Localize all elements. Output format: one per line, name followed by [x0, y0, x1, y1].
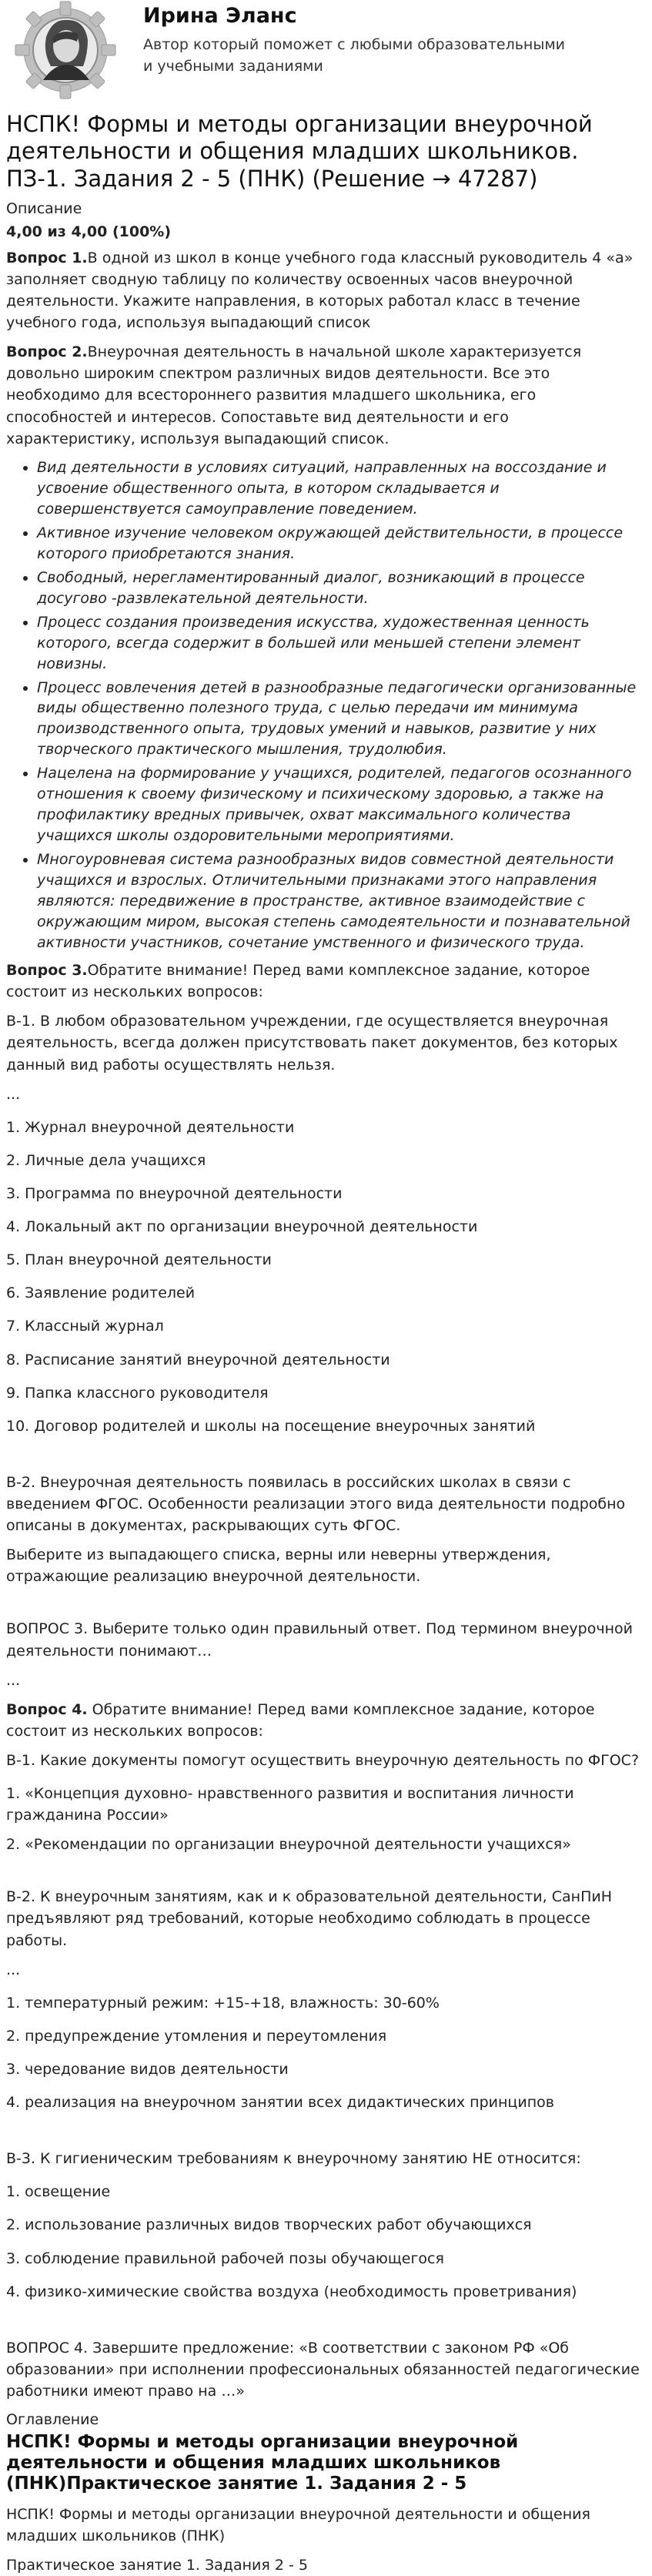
author-description: Автор который поможет с любыми образовательными и учебными заданиями: [143, 35, 566, 75]
list-item: 3. соблюдение правильной рабочей позы обучающегося: [6, 2249, 444, 2267]
ellipsis: ...: [6, 1961, 21, 1978]
spacer: [6, 1595, 641, 1618]
list-item: 4. физико-химические свойства воздуха (необходимость проветривания): [6, 2283, 577, 2300]
avatar-gear-icon: [8, 0, 123, 100]
list-item: 8. Расписание занятий внеурочной деятельности: [6, 1351, 390, 1368]
list-item: • Многоуровневая система разнообразных видов совместной деятельности учащихся и взрослых. Отличительными признаками этого направления являются: передвижение в пространстве, активное взаимодействие с окружающим миром, высокая степень самодеятельности и познавательной активности участников, сочетание умственного и физического труда.: [37, 849, 641, 953]
question-4-b3: В-3. К гигиеническим требованиям к внеурочному занятию НЕ относится:: [6, 2150, 581, 2168]
list-item: 6. Заявление родителей: [6, 1285, 196, 1302]
toc-title[interactable]: НСПК! Формы и методы организации внеурочной деятельности и общения младших школьников (ПНК)Практическое занятие 1. Задания 2 - 5: [6, 2431, 519, 2494]
author-name[interactable]: Ирина Эланс: [143, 4, 297, 28]
list-item: 3. чередование видов деятельности: [6, 2061, 289, 2079]
list-item: 4. реализация на внеурочном занятии всех дидактических принципов: [6, 2094, 554, 2112]
list-item: 4. Локальный акт по организации внеурочной деятельности: [6, 1218, 478, 1236]
list-item: 1. температурный режим: +15-+18, влажность: 30-60%: [6, 1994, 440, 2012]
list-item: • Процесс создания произведения искусства, художественная ценность которого, всегда содержит в большей или меньшей степени элемент новизны.: [37, 612, 641, 675]
question-1-label: Вопрос 1.: [6, 249, 88, 266]
question-2-label: Вопрос 2.: [6, 343, 88, 361]
toc-line-2[interactable]: Практическое занятие 1. Задания 2 - 5: [6, 2557, 308, 2574]
ellipsis: ...: [6, 1085, 21, 1103]
description-label: Описание: [6, 200, 82, 218]
question-3-b2-task: Выберите из выпадающего списка, верны или неверны утверждения, отражающие реализацию внеурочной деятельности.: [6, 1546, 551, 1586]
list-item: 2. «Рекомендации по организации внеурочной деятельности учащихся»: [6, 1836, 571, 1854]
list-item: 7. Классный журнал: [6, 1318, 164, 1335]
score-value: 4,00 из 4,00 (100%): [6, 223, 172, 240]
question-3-b2: В-2. Внеурочная деятельность появилась в российских школах в связи с введением ФГОС. Особенности реализации этого вида деятельности подробно описаны в документах, раскрывающих суть ФГОС.: [6, 1473, 626, 1535]
list-item: 9. Папка классного руководителя: [6, 1384, 269, 1402]
list-item: 2. использование различных видов творческих работ обучающихся: [6, 2216, 532, 2234]
question-4-text: Обратите внимание! Перед вами комплексное задание, которое состоит из нескольких вопросов:: [6, 1700, 595, 1740]
author-header: [6, 0, 641, 106]
list-item: 1. «Концепция духовно- нравственного развития и воспитания личности гражданина России»: [6, 1785, 574, 1824]
spacer: [6, 1863, 641, 1886]
question-2-text: Внеурочная деятельность в начальной школе характеризуется довольно широким спектром различных видов деятельности. Все это необходимо для всестороннего развития младшего школьника, его способностей и интересов. Сопоставьте вид деятельности и его характеристику, используя выпадающий список.: [6, 343, 582, 447]
list-item: 2. Личные дела учащихся: [6, 1151, 206, 1169]
question-1-text: В одной из школ в конце учебного года классный руководитель 4 «а» заполняет сводную таблицу по количеству освоенных часов внеурочной деятельности. Укажите направления, в которых работал класс в течение учебного года, используя выпадающий список: [6, 249, 634, 332]
list-item: • Вид деятельности в условиях ситуаций, направленных на воссоздание и усвоение общественного опыта, в котором складывается и совершенствуется самоуправление поведением.: [37, 457, 641, 520]
question-4-label: Вопрос 4.: [6, 1700, 88, 1718]
toc-label: Оглавление: [6, 2411, 99, 2429]
list-item: • Процесс вовлечения детей в разнообразные педагогически организованные виды общественно полезного труда, с целью передачи им минимума производственного опыта, трудовых умений и навыков, развитие у них творческого практического мышления, трудолюбия.: [37, 678, 641, 761]
question-3-label: Вопрос 3.: [6, 962, 88, 980]
question-1: [6, 247, 641, 333]
question-4: [6, 1699, 641, 1742]
spacer: [6, 2314, 641, 2337]
question-2-items: [6, 457, 641, 953]
author-info: [143, 0, 574, 78]
spacer: [6, 2125, 641, 2148]
list-item: 1. Журнал внеурочной деятельности: [6, 1118, 295, 1136]
question-4-b2: В-2. К внеурочным занятиям, как и к образовательной деятельности, СанПиН предъявляют ряд требований, которые необходимо соблюдать в процессе работы.: [6, 1888, 612, 1949]
document-title: НСПК! Формы и методы организации внеурочной деятельности и общения младших школьников. ПЗ-1. Задания 2 - 5 (ПНК) (Решение → 47287): [6, 111, 593, 192]
question-3-b1: В-1. В любом образовательном учреждении, где осуществляется внеурочная деятельность, всегда должен присутствовать пакет документов, без которых данный вид работы осуществлять нельзя.: [6, 1013, 618, 1074]
question-3-text: Обратите внимание! Перед вами комплексное задание, которое состоит из нескольких вопросов:: [6, 962, 590, 1001]
list-item: • Нацелена на формирование у учащихся, родителей, педагогов осознанного отношения к своему физическому и психическому здоровью, а также на профилактику вредных привычек, охват максимального количества учащихся школы оздоровительными мероприятиями.: [37, 763, 641, 846]
question-4-b4: ВОПРОС 4. Завершите предложение: «В соответствии с законом РФ «Об образовании» при исполнении профессиональных обязанностей педагогические работники имеют право на …»: [6, 2339, 640, 2400]
list-item: 2. предупреждение утомления и переутомления: [6, 2027, 387, 2045]
question-3-b3: ВОПРОС 3. Выберите только один правильный ответ. Под термином внеурочной деятельности понимают…: [6, 1620, 633, 1660]
list-item: 1. освещение: [6, 2183, 111, 2201]
toc-line-1[interactable]: НСПК! Формы и методы организации внеурочной деятельности и общения младших школьников (ПНК): [6, 2506, 590, 2545]
ellipsis: ...: [6, 1671, 21, 1689]
question-3: [6, 960, 641, 1003]
question-2: [6, 341, 641, 450]
list-item: 3. Программа по внеурочной деятельности: [6, 1184, 343, 1202]
list-item: 10. Договор родителей и школы на посещение внеурочных занятий: [6, 1417, 536, 1435]
question-4-b1: В-1. Какие документы помогут осуществить внеурочную деятельность по ФГОС?: [6, 1751, 640, 1769]
list-item: • Свободный, нерегламентированный диалог, возникающий в процессе досугово -развлекательной деятельности.: [37, 568, 641, 609]
spacer: [6, 1449, 641, 1472]
list-item: 5. План внеурочной деятельности: [6, 1251, 272, 1269]
author-avatar[interactable]: [8, 0, 123, 100]
list-item: • Активное изучение человеком окружающей действительности, в процессе которого приобретаются знания.: [37, 523, 641, 564]
